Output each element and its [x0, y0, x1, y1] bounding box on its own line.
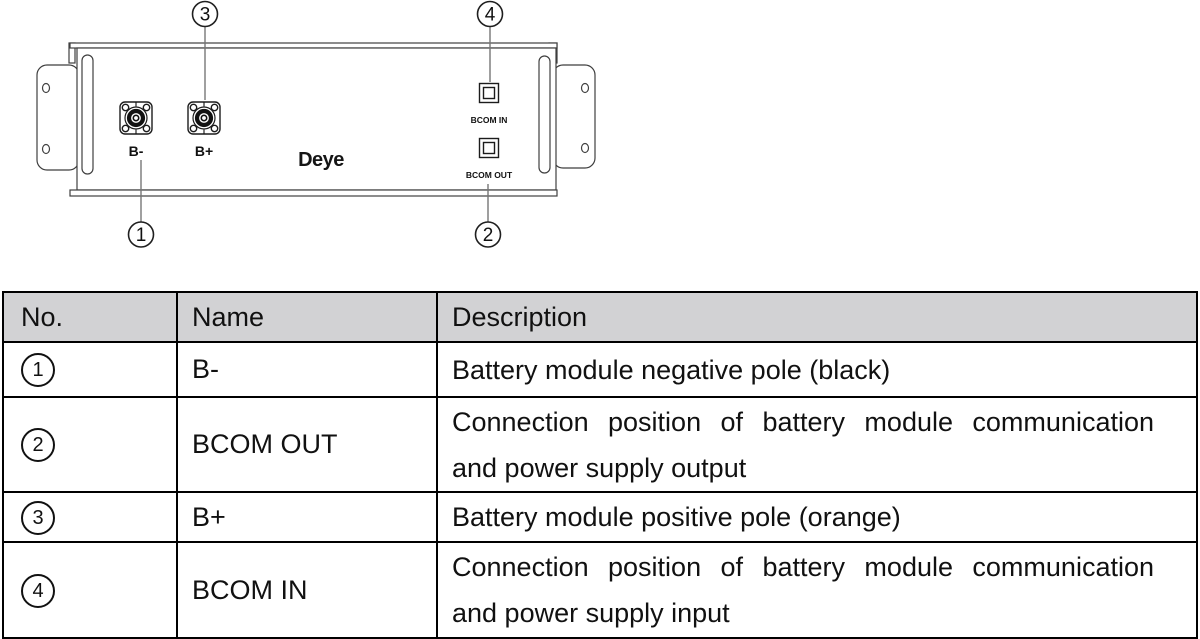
description-line: Battery module positive pole (orange): [452, 502, 901, 532]
top-lip: [70, 43, 557, 48]
b-plus-connector: [188, 102, 220, 134]
svg-text:2: 2: [482, 225, 494, 246]
callout-2: [476, 222, 501, 247]
row-number-badge: 4: [21, 574, 55, 608]
bcom-out-label: BCOM OUT: [465, 170, 513, 180]
table-row: [3, 397, 1197, 492]
header-name: Name: [177, 292, 437, 342]
b-plus-label: B+: [194, 143, 214, 159]
table-row: [3, 342, 1197, 397]
callout-3: [193, 2, 218, 27]
description-line: and power supply input: [452, 598, 730, 628]
row-name: B+: [177, 492, 437, 542]
ports-description-table: [2, 291, 1198, 639]
description-line: Connection position of battery module communication: [452, 552, 1154, 582]
row-description: [437, 342, 1197, 397]
row-number-badge: 1: [21, 353, 55, 387]
row-name: BCOM OUT: [177, 397, 437, 492]
table-row: [3, 492, 1197, 542]
description-line: and power supply output: [452, 452, 747, 483]
callout-4: [478, 2, 503, 27]
row-description: [437, 492, 1197, 542]
bcom-out-port: [480, 139, 499, 158]
header-no: No.: [3, 292, 177, 342]
right-slot: [539, 56, 550, 173]
bcom-in-label: BCOM IN: [470, 115, 508, 125]
description-line: Battery module negative pole (black): [452, 354, 891, 385]
row-name: BCOM IN: [177, 542, 437, 638]
battery-module-diagram: [0, 0, 620, 252]
svg-text:1: 1: [135, 225, 147, 246]
bottom-fold: [70, 190, 557, 196]
table-header-row: [3, 292, 1197, 342]
row-name: B-: [177, 342, 437, 397]
header-description: Description: [437, 292, 1197, 342]
b-minus-label: B-: [128, 143, 144, 159]
b-minus-connector: [120, 102, 152, 134]
svg-text:4: 4: [484, 4, 496, 26]
bcom-in-port: [480, 84, 499, 103]
row-number-badge: 2: [21, 428, 55, 462]
svg-text:3: 3: [199, 4, 211, 26]
table-row: [3, 542, 1197, 638]
description-line: Connection position of battery module communication: [452, 406, 1154, 437]
deye-logo: Deye: [298, 149, 344, 171]
row-description: [437, 542, 1197, 638]
row-number-badge: 3: [21, 501, 55, 535]
callout-1: [129, 222, 154, 247]
left-slot: [82, 55, 93, 174]
left-mounting-bracket: [37, 65, 79, 170]
row-description: [437, 397, 1197, 492]
right-mounting-bracket: [553, 65, 595, 168]
